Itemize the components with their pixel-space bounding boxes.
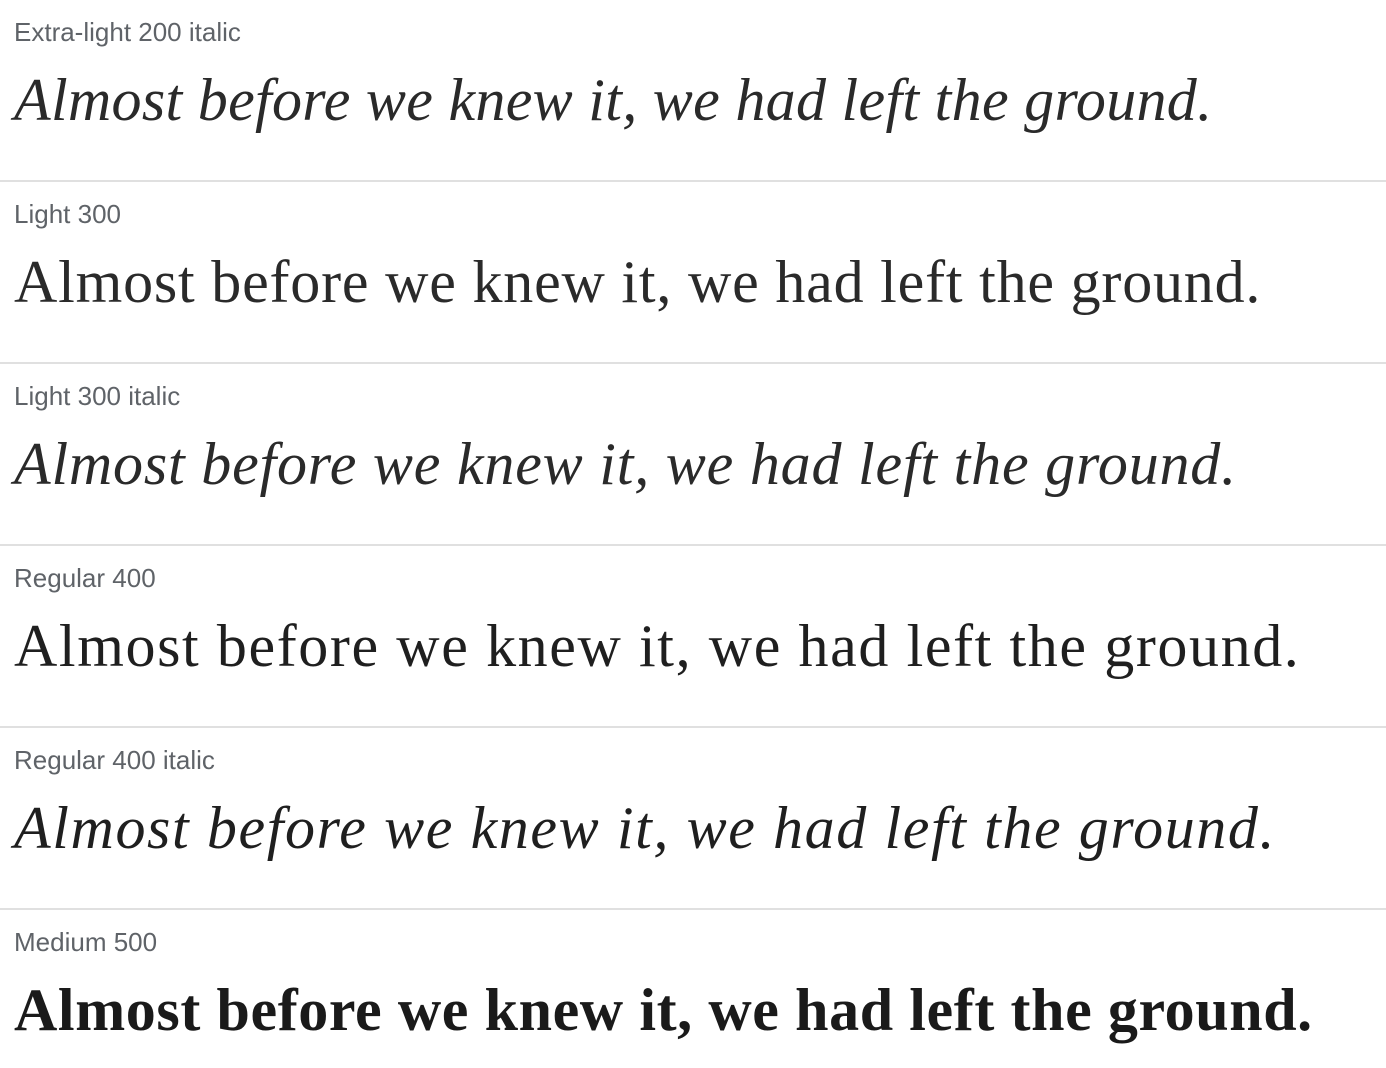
sample-text[interactable]: Almost before we knew it, we had left the ground. [14,67,1213,133]
sample-text[interactable]: Almost before we knew it, we had left the ground. [14,977,1313,1043]
style-row-light-300-italic [0,364,1386,546]
sample-text[interactable]: Almost before we knew it, we had left the ground. [14,431,1237,497]
sample-text[interactable]: Almost before we knew it, we had left the ground. [14,795,1277,861]
style-label: Medium 500 [14,927,158,957]
style-row-extra-light-200-italic [0,0,1386,182]
style-label: Regular 400 italic [14,745,215,775]
style-label: Light 300 [14,199,121,229]
style-row-light-300 [0,182,1386,364]
style-row-regular-400-italic [0,728,1386,910]
sample-text[interactable]: Almost before we knew it, we had left the ground. [14,249,1262,315]
style-row-medium-500 [0,910,1386,1068]
style-row-regular-400 [0,546,1386,728]
style-label: Regular 400 [14,563,156,593]
style-label: Extra-light 200 italic [14,17,241,47]
style-label: Light 300 italic [14,381,181,411]
sample-text[interactable]: Almost before we knew it, we had left the ground. [14,613,1301,679]
